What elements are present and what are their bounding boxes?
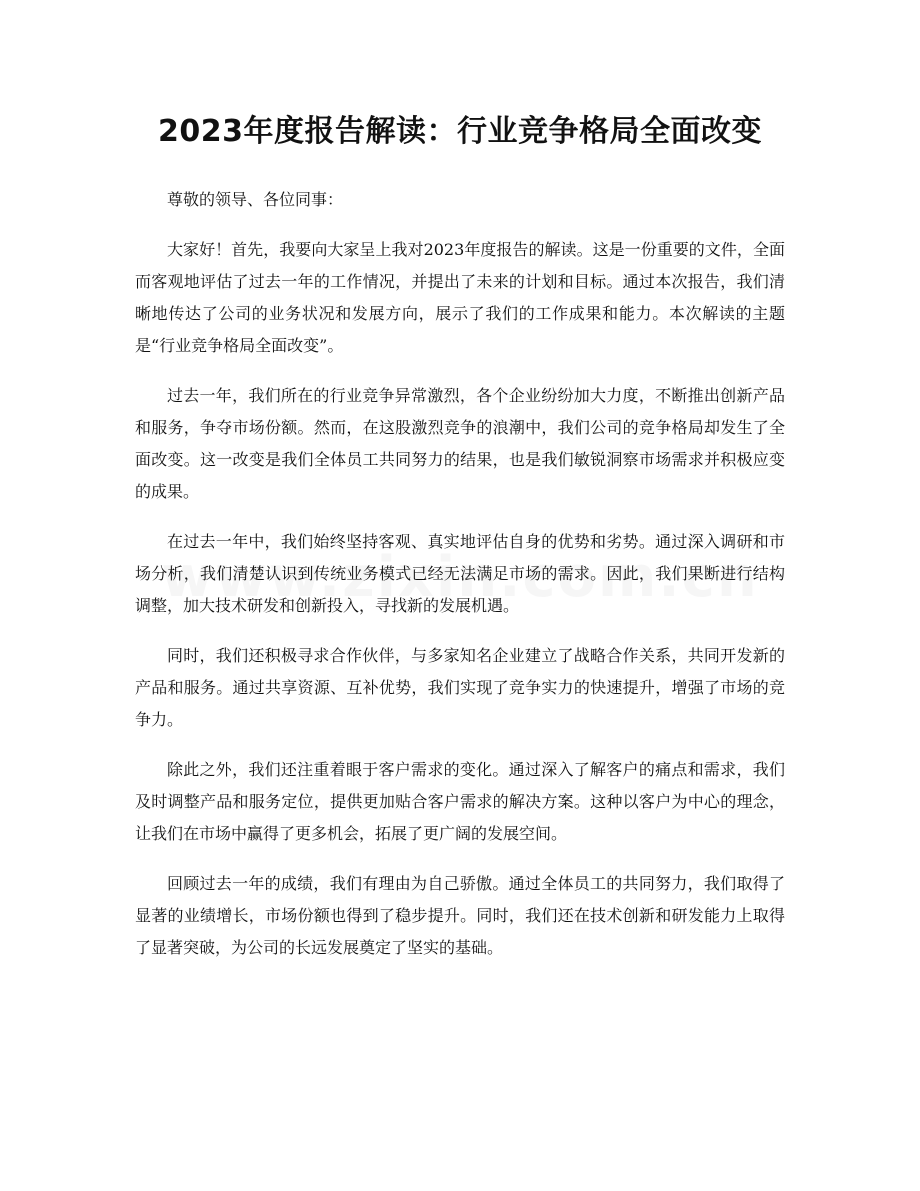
paragraph-5: 除此之外，我们还注重着眼于客户需求的变化。通过深入了解客户的痛点和需求，我们及时调整产品和服务定位，提供更加贴合客户需求的解决方案。这种以客户为中心的理念，让我们在市场中赢得了更多机会，拓展了更广阔的发展空间。 (135, 760, 785, 843)
document-title: 2023年度报告解读：行业竞争格局全面改变 (158, 114, 762, 149)
paragraph-3: 在过去一年中，我们始终坚持客观、真实地评估自身的优势和劣势。通过深入调研和市场分析，我们清楚认识到传统业务模式已经无法满足市场的需求。因此，我们果断进行结构调整，加大技术研发和创新投入，寻找新的发展机遇。 (135, 532, 785, 615)
greeting: 尊敬的领导、各位同事： (167, 190, 344, 209)
paragraph-6: 回顾过去一年的成绩，我们有理由为自己骄傲。通过全体员工的共同努力，我们取得了显著的业绩增长，市场份额也得到了稳步提升。同时，我们还在技术创新和研发能力上取得了显著突破，为公司的长远发展奠定了坚实的基础。 (135, 874, 785, 957)
paragraph-4: 同时，我们还积极寻求合作伙伴，与多家知名企业建立了战略合作关系，共同开发新的产品和服务。通过共享资源、互补优势，我们实现了竞争实力的快速提升，增强了市场的竞争力。 (135, 646, 785, 729)
paragraph-2: 过去一年，我们所在的行业竞争异常激烈，各个企业纷纷加大力度，不断推出创新产品和服务，争夺市场份额。然而，在这股激烈竞争的浪潮中，我们公司的竞争格局却发生了全面改变。这一改变是我们全体员工共同努力的结果，也是我们敏锐洞察市场需求并积极应变的成果。 (135, 386, 785, 501)
paragraph-1: 大家好！首先，我要向大家呈上我对2023年度报告的解读。这是一份重要的文件，全面而客观地评估了过去一年的工作情况，并提出了未来的计划和目标。通过本次报告，我们清晰地传达了公司的业务状况和发展方向，展示了我们的工作成果和能力。本次解读的主题是“行业竞争格局全面改变”。 (135, 240, 785, 355)
